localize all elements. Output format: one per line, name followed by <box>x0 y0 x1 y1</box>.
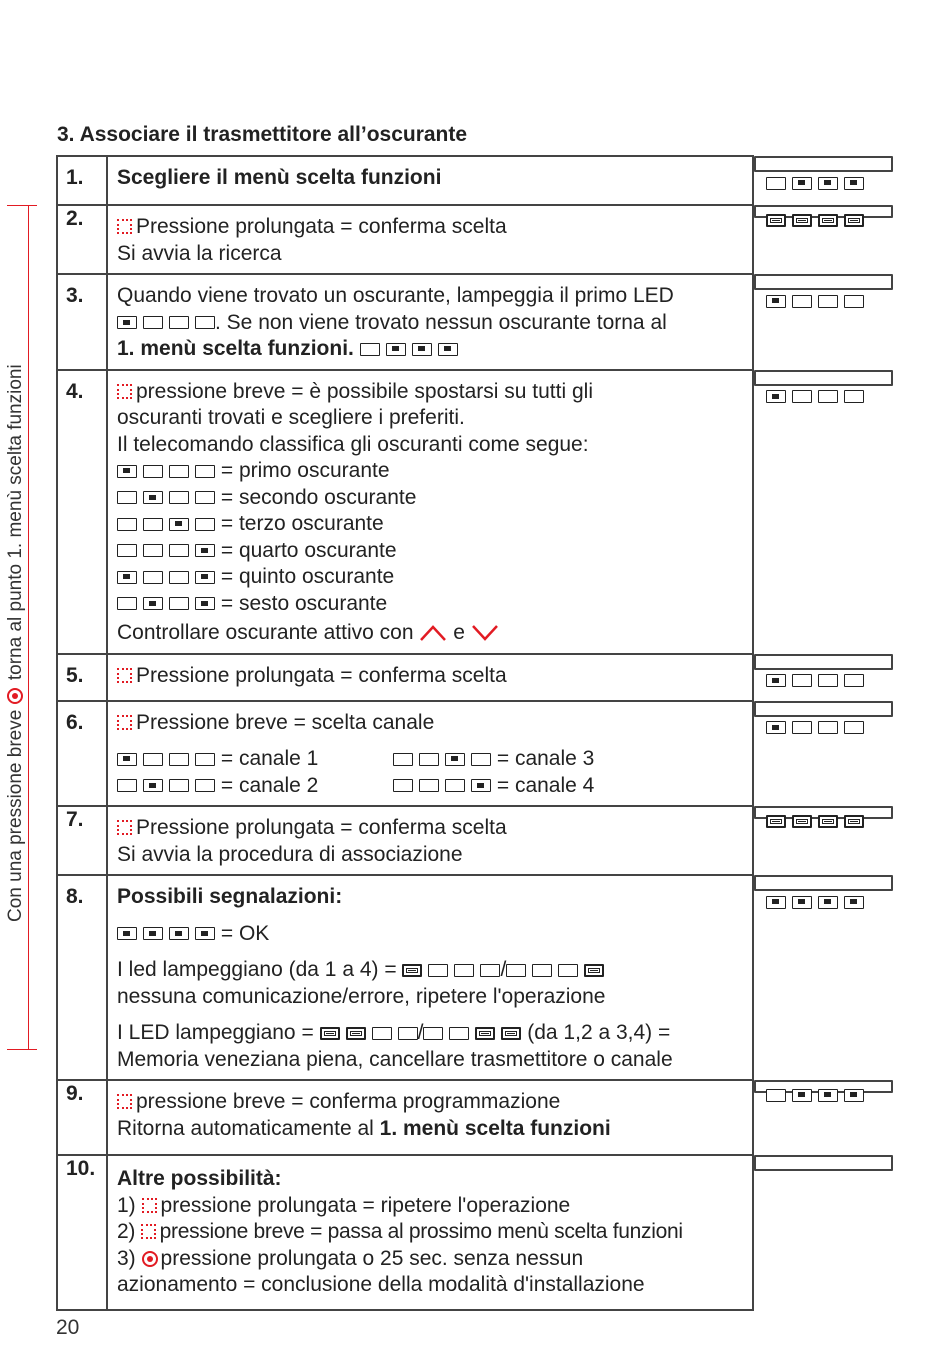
led-3-off <box>454 964 474 977</box>
led-2-off <box>792 674 812 687</box>
led-2-off <box>532 964 552 977</box>
led-indicator <box>117 544 215 557</box>
led-4-on <box>195 927 215 940</box>
led-3-off <box>169 597 189 610</box>
step-text: pressione prolungata = ripetere l'operazione <box>160 1193 571 1217</box>
led-2-blinking <box>346 1027 366 1040</box>
stop-button-icon <box>7 688 23 704</box>
led-4-on <box>471 779 491 792</box>
channel-label: = canale 3 <box>496 747 595 770</box>
channel-label: = canale 4 <box>496 773 595 797</box>
select-button-icon <box>117 668 132 683</box>
led-2-on <box>792 896 812 909</box>
led-indicator <box>766 721 864 734</box>
led-indicator <box>393 779 491 792</box>
led-1-off <box>393 779 413 792</box>
led-1-on <box>766 896 786 909</box>
table-row <box>57 274 894 370</box>
step-text: Memoria veneziana piena, cancellare trasmettitore o canale <box>117 1047 673 1071</box>
led-1-off <box>423 1027 443 1040</box>
led-indicator <box>117 927 215 940</box>
led-4-off <box>195 779 215 792</box>
led-4-off <box>195 518 215 531</box>
step-text: Pressione prolungata = conferma scelta <box>136 215 507 238</box>
led-3-on <box>818 1089 838 1102</box>
list-item-text: = terzo oscurante <box>220 512 384 535</box>
led-4-blinking <box>501 1027 521 1040</box>
led-4-on <box>844 1089 864 1102</box>
led-indicator <box>320 1027 418 1040</box>
list-item-text: = sesto oscurante <box>220 591 388 615</box>
list-item-text: = primo oscurante <box>220 459 390 482</box>
led-2-on <box>143 927 163 940</box>
led-2-off <box>792 390 812 403</box>
side-note-after: torna al punto 1. menù scelta funzioni <box>5 364 26 681</box>
down-arrow-icon <box>471 624 499 642</box>
list-item <box>117 538 744 565</box>
steps-table <box>56 155 895 1311</box>
led-1-blinking <box>766 214 786 227</box>
led-3-on <box>445 753 465 766</box>
step-text: Si avvia la procedura di associazione <box>117 842 463 866</box>
select-button-icon <box>142 1198 157 1213</box>
led-3-off <box>169 544 189 557</box>
led-4-off <box>844 295 864 308</box>
led-1-on <box>766 674 786 687</box>
select-button-icon <box>141 1224 156 1239</box>
led-indicator <box>423 1027 521 1040</box>
step-text: I led lampeggiano (da 1 a 4) = <box>117 958 397 981</box>
led-4-on <box>195 544 215 557</box>
table-row <box>57 1080 894 1155</box>
step-text: e <box>453 621 465 644</box>
led-3-on <box>169 927 189 940</box>
led-2-blinking <box>792 815 812 828</box>
led-1-on <box>117 927 137 940</box>
led-indicator <box>117 597 215 610</box>
led-2-on <box>143 491 163 504</box>
led-4-on <box>195 571 215 584</box>
side-note <box>5 364 27 922</box>
led-4-off <box>195 316 215 329</box>
led-indicator <box>117 779 215 792</box>
led-3-on <box>818 177 838 190</box>
led-3-blinking <box>818 214 838 227</box>
led-2-off <box>449 1027 469 1040</box>
step-number: 6. <box>57 701 107 807</box>
led-4-on <box>844 896 864 909</box>
led-indicator <box>393 753 491 766</box>
led-1-off <box>393 753 413 766</box>
step-number: 10. <box>57 1155 107 1310</box>
led-4-off <box>844 390 864 403</box>
led-indicator <box>360 343 458 356</box>
led-2-off <box>143 544 163 557</box>
led-1-off <box>766 1089 786 1102</box>
step-number: 7. <box>57 806 107 875</box>
led-3-on <box>169 518 189 531</box>
channel-item <box>393 746 653 773</box>
led-2-on <box>143 597 163 610</box>
led-1-on <box>117 753 137 766</box>
step-number: 2. <box>57 205 107 274</box>
step-number: 3. <box>57 274 107 370</box>
step-text: Scegliere il menù scelta funzioni <box>107 156 753 205</box>
led-cell-empty <box>754 1155 893 1171</box>
option-number: 3) <box>117 1246 136 1270</box>
select-button-icon <box>117 219 132 234</box>
list-item <box>117 511 744 538</box>
table-row <box>57 1155 894 1310</box>
led-1-on <box>766 295 786 308</box>
led-4-off <box>480 964 500 977</box>
led-1-blinking <box>766 815 786 828</box>
side-bracket-line <box>28 205 29 1050</box>
led-3-blinking <box>475 1027 495 1040</box>
step-text: Pressione prolungata = conferma scelta <box>136 816 507 839</box>
led-2-off <box>792 295 812 308</box>
led-1-off <box>117 779 137 792</box>
led-4-off <box>844 674 864 687</box>
led-3-off <box>169 779 189 792</box>
step-text: Altre possibilità: <box>117 1167 282 1190</box>
led-2-off <box>419 779 439 792</box>
select-button-icon <box>117 1094 132 1109</box>
step-text: Quando viene trovato un oscurante, lampeggia il primo LED <box>117 284 674 307</box>
led-indicator <box>766 295 864 308</box>
page-number: 20 <box>56 1316 80 1339</box>
option-number: 2) <box>117 1220 136 1243</box>
led-2-on <box>143 779 163 792</box>
led-indicator <box>117 753 215 766</box>
step-text: nessuna comunicazione/errore, ripetere l'operazione <box>117 984 606 1008</box>
step-number: 9. <box>57 1080 107 1155</box>
step-number: 5. <box>57 654 107 701</box>
led-3-blinking <box>818 815 838 828</box>
led-indicator <box>402 964 500 977</box>
led-2-off <box>143 465 163 478</box>
led-4-on <box>438 343 458 356</box>
step-text: azionamento = conclusione della modalità d'installazione <box>117 1273 645 1296</box>
led-3-off <box>169 491 189 504</box>
section-heading: 3. Associare il trasmettitore all’oscurante <box>57 123 468 146</box>
led-2-on <box>792 1089 812 1102</box>
step-text: = OK <box>220 921 270 945</box>
step-number: 1. <box>57 156 107 205</box>
channel-label: = canale 1 <box>220 747 319 770</box>
led-3-off <box>818 390 838 403</box>
led-4-off <box>195 465 215 478</box>
led-2-off <box>143 571 163 584</box>
step-text: Possibili segnalazioni: <box>117 885 343 908</box>
led-indicator <box>766 390 864 403</box>
select-button-icon <box>117 384 132 399</box>
led-indicator <box>506 964 604 977</box>
led-1-off <box>117 491 137 504</box>
step-text: Si avvia la ricerca <box>117 241 282 265</box>
stop-button-icon <box>142 1251 158 1267</box>
list-item <box>117 591 744 618</box>
led-3-off <box>169 753 189 766</box>
step-text: pressione prolungata o 25 sec. senza nessun <box>160 1246 584 1270</box>
led-indicator <box>766 896 864 909</box>
led-2-blinking <box>792 214 812 227</box>
led-2-on <box>792 177 812 190</box>
list-item-text: = quarto oscurante <box>220 538 397 562</box>
step-text: (da 1,2 a 3,4) = <box>527 1021 671 1044</box>
step-text: 1. menù scelta funzioni <box>379 1116 611 1140</box>
led-1-blinking <box>320 1027 340 1040</box>
led-4-off <box>844 721 864 734</box>
led-4-off <box>398 1027 418 1040</box>
led-1-off <box>117 518 137 531</box>
step-text: Pressione breve = scelta canale <box>136 710 435 734</box>
led-4-off <box>195 491 215 504</box>
option-number: 1) <box>117 1193 136 1217</box>
table-row <box>57 654 894 701</box>
step-text: Controllare oscurante attivo con <box>117 621 414 644</box>
led-1-off <box>506 964 526 977</box>
table-row <box>57 205 894 274</box>
step-text: 1. menù scelta funzioni. <box>117 337 354 360</box>
table-row <box>57 370 894 654</box>
channel-label: = canale 2 <box>220 773 319 797</box>
led-2-off <box>792 721 812 734</box>
step-text: . Se non viene trovato nessun oscurante torna al <box>215 310 667 334</box>
table-row <box>57 701 894 807</box>
led-3-off <box>558 964 578 977</box>
step-text: / <box>500 958 507 981</box>
channel-item <box>393 773 653 800</box>
led-2-off <box>428 964 448 977</box>
step-text: / <box>417 1021 424 1044</box>
select-button-icon <box>117 715 132 730</box>
led-1-off <box>360 343 380 356</box>
led-4-on <box>195 597 215 610</box>
led-1-off <box>766 177 786 190</box>
led-1-on <box>766 721 786 734</box>
led-3-off <box>169 571 189 584</box>
up-arrow-icon <box>419 624 447 642</box>
led-3-on <box>818 896 838 909</box>
led-2-off <box>143 753 163 766</box>
side-bracket-top <box>7 205 37 206</box>
led-1-on <box>766 390 786 403</box>
led-4-blinking <box>584 964 604 977</box>
led-3-on <box>412 343 432 356</box>
led-indicator <box>766 177 864 190</box>
step-text: pressione breve = è possibile spostarsi su tutti gli <box>136 379 593 403</box>
list-item-text: = secondo oscurante <box>220 485 417 509</box>
step-text: I LED lampeggiano = <box>117 1021 314 1044</box>
led-indicator <box>766 214 864 227</box>
step-text: Il telecomando classifica gli oscuranti come segue: <box>117 432 589 456</box>
led-3-off <box>169 316 189 329</box>
led-indicator <box>117 465 215 478</box>
list-item <box>117 485 744 512</box>
led-1-on <box>117 571 137 584</box>
led-3-off <box>169 465 189 478</box>
table-row <box>57 156 894 205</box>
side-note-before: Con una pressione breve <box>5 709 26 922</box>
led-4-off <box>195 753 215 766</box>
table-row <box>57 875 894 1080</box>
led-indicator <box>117 491 215 504</box>
led-3-off <box>818 295 838 308</box>
led-indicator <box>117 518 215 531</box>
list-item-text: = quinto oscurante <box>220 565 395 588</box>
led-3-off <box>445 779 465 792</box>
led-1-blinking <box>402 964 422 977</box>
led-1-on <box>117 316 137 329</box>
led-4-blinking <box>844 214 864 227</box>
step-text: Ritorna automaticamente al <box>117 1116 374 1140</box>
step-text: pressione breve = conferma programmazione <box>136 1090 561 1113</box>
led-indicator <box>766 674 864 687</box>
step-number: 8. <box>57 875 107 1080</box>
led-4-on <box>844 177 864 190</box>
led-indicator <box>117 316 215 329</box>
list-item <box>117 458 744 485</box>
list-item <box>117 564 744 591</box>
led-3-off <box>818 674 838 687</box>
channel-item <box>117 773 393 800</box>
channel-item <box>117 746 393 773</box>
led-4-blinking <box>844 815 864 828</box>
step-text: pressione breve = passa al prossimo menù scelta funzioni <box>159 1220 683 1243</box>
led-3-off <box>818 721 838 734</box>
step-number: 4. <box>57 370 107 654</box>
led-indicator <box>766 1089 864 1102</box>
step-text: oscuranti trovati e scegliere i preferiti. <box>117 406 465 429</box>
led-4-off <box>471 753 491 766</box>
led-2-on <box>386 343 406 356</box>
table-row <box>57 806 894 875</box>
step-text: Pressione prolungata = conferma scelta <box>136 663 507 687</box>
led-1-off <box>117 544 137 557</box>
led-2-off <box>143 316 163 329</box>
led-2-off <box>143 518 163 531</box>
led-1-on <box>117 465 137 478</box>
led-indicator <box>766 815 864 828</box>
led-indicator <box>117 571 215 584</box>
select-button-icon <box>117 820 132 835</box>
side-bracket-bottom <box>7 1049 37 1050</box>
led-3-off <box>372 1027 392 1040</box>
led-2-off <box>419 753 439 766</box>
led-1-off <box>117 597 137 610</box>
